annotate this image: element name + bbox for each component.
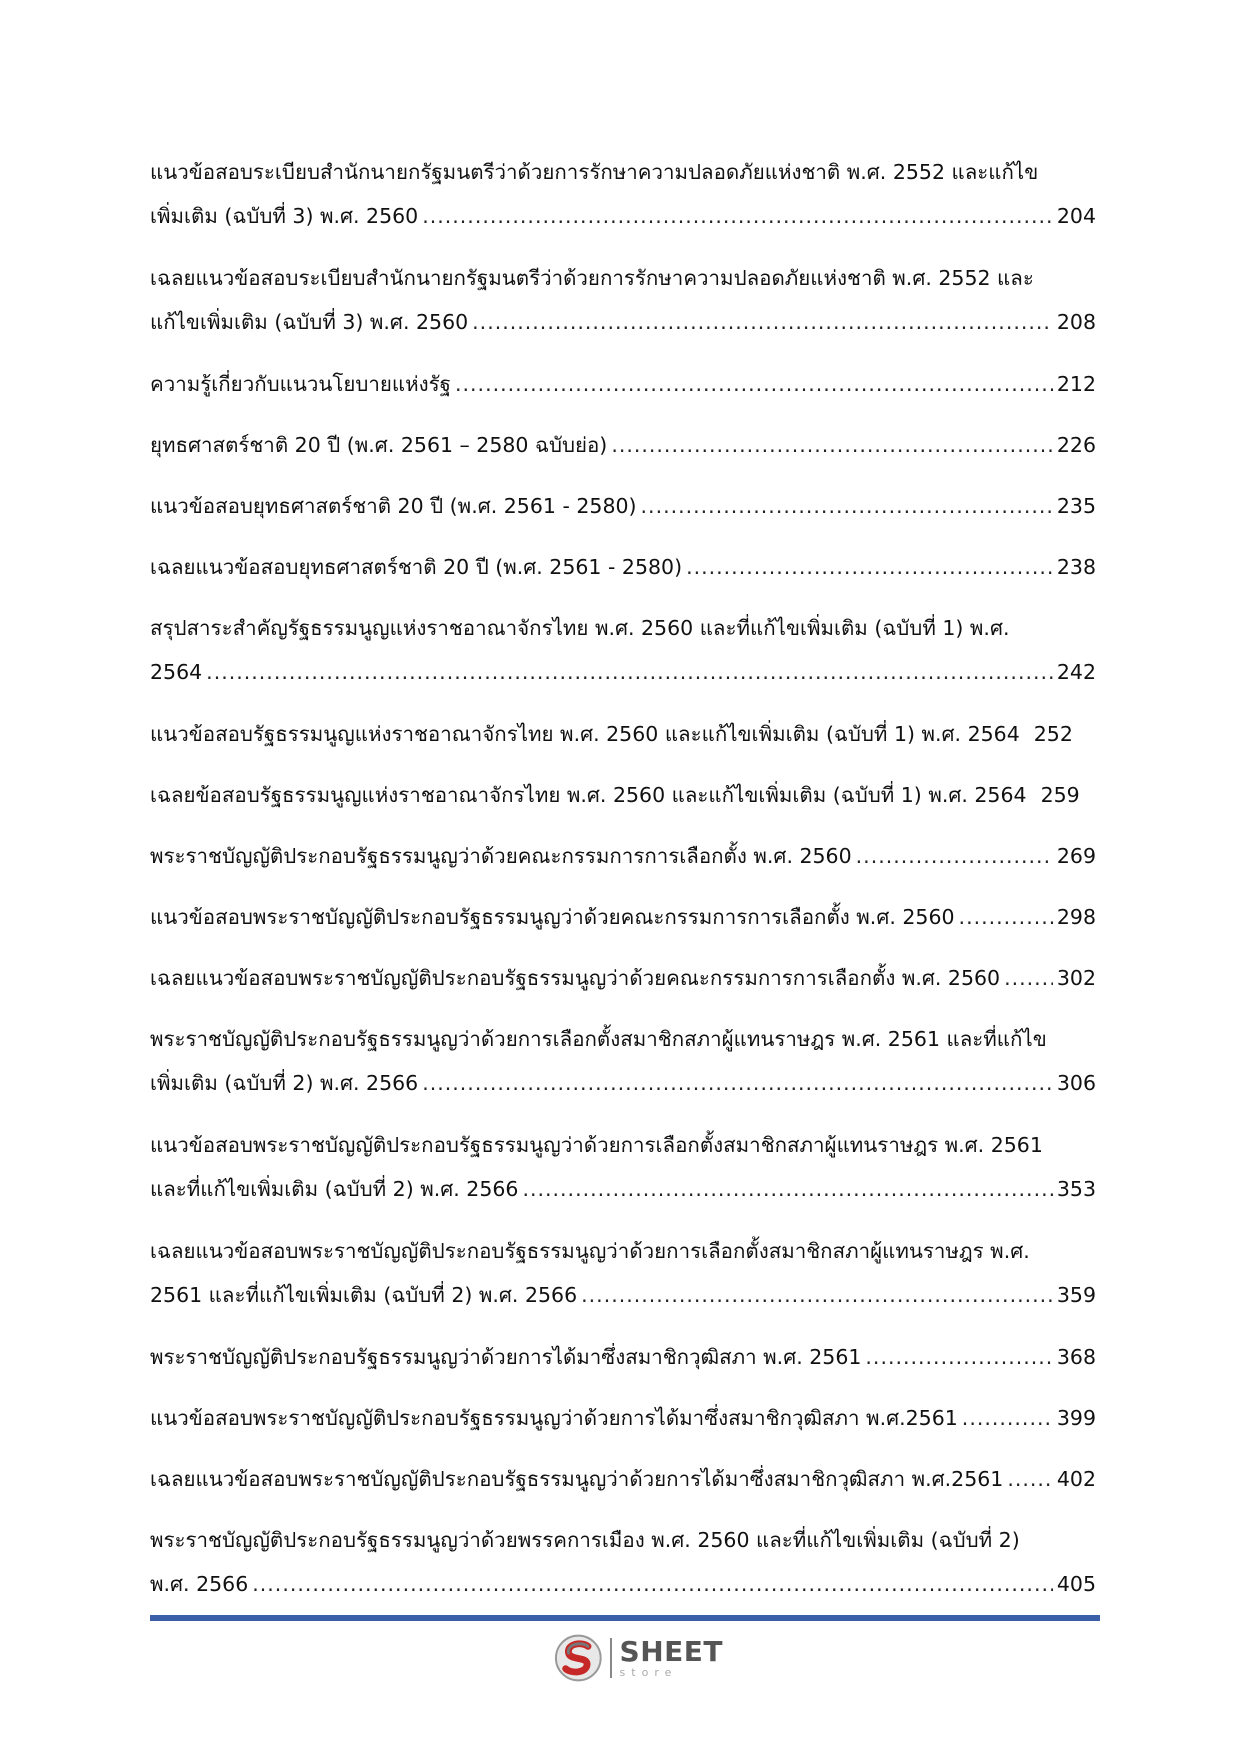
toc-page-number: 298: [1056, 905, 1096, 929]
logo-sub-text: store: [619, 1666, 678, 1679]
toc-entry-title-line: เฉลยแนวข้อสอบระเบียบสำนักนายกรัฐมนตรีว่าด้วยการรักษาความปลอดภัยแห่งชาติ พ.ศ. 2552 และ: [150, 266, 1034, 290]
toc-entry-title: พระราชบัญญัติประกอบรัฐธรรมนูญว่าด้วยการได้มาซึ่งสมาชิกวุฒิสภา พ.ศ. 2561: [150, 1345, 862, 1369]
toc-entry-title-line: เฉลยแนวข้อสอบพระราชบัญญัติประกอบรัฐธรรมนูญว่าด้วยการเลือกตั้งสมาชิกสภาผู้แทนราษฎร พ.ศ.: [150, 1239, 1030, 1263]
toc-entry-title: เพิ่มเติม (ฉบับที่ 3) พ.ศ. 2560: [150, 204, 419, 228]
toc-entry-title: 2564: [150, 660, 203, 684]
toc-entry[interactable]: [150, 1457, 1096, 1501]
toc-entry[interactable]: [150, 423, 1096, 467]
toc-entry-last-line: [150, 484, 1096, 528]
toc-entry[interactable]: [150, 1123, 1096, 1211]
toc-entry-last-line: [150, 712, 1096, 756]
toc-entry[interactable]: [150, 895, 1096, 939]
toc-entry-last-line: [150, 1273, 1096, 1317]
toc-entry-title: ยุทธศาสตร์ชาติ 20 ปี (พ.ศ. 2561 – 2580 ฉบับย่อ): [150, 433, 608, 457]
toc-page-number: 405: [1056, 1572, 1096, 1596]
toc-page-number: 302: [1056, 966, 1096, 990]
toc-entry[interactable]: [150, 1396, 1096, 1440]
toc-entry-title: พระราชบัญญัติประกอบรัฐธรรมนูญว่าด้วยคณะกรรมการการเลือกตั้ง พ.ศ. 2560: [150, 844, 852, 868]
toc-entry-last-line: [150, 773, 1096, 817]
toc-page-number: 238: [1056, 555, 1096, 579]
toc-entry-title-line: พระราชบัญญัติประกอบรัฐธรรมนูญว่าด้วยการเลือกตั้งสมาชิกสภาผู้แทนราษฎร พ.ศ. 2561 และที่แก้ไข: [150, 1027, 1047, 1051]
toc-entry[interactable]: [150, 362, 1096, 406]
toc-entry-title: แก้ไขเพิ่มเติม (ฉบับที่ 3) พ.ศ. 2560: [150, 310, 469, 334]
toc-page-number: 306: [1056, 1071, 1096, 1095]
toc-leader-dots: [641, 484, 1053, 528]
toc-entry-last-line: [150, 300, 1096, 344]
toc-leader-dots: [1007, 1457, 1053, 1501]
table-of-contents: [150, 150, 1096, 1624]
toc-entry[interactable]: [150, 773, 1096, 817]
toc-leader-dots: [962, 1396, 1053, 1440]
toc-page-number: 235: [1056, 494, 1096, 518]
toc-entry-last-line: [150, 956, 1096, 1000]
toc-entry[interactable]: [150, 1017, 1096, 1105]
toc-leader-dots: [455, 362, 1053, 406]
toc-entry-title: แนวข้อสอบยุทธศาสตร์ชาติ 20 ปี (พ.ศ. 2561 - 2580): [150, 494, 637, 518]
toc-leader-dots: [1004, 956, 1053, 1000]
toc-entry[interactable]: [150, 545, 1096, 589]
toc-entry[interactable]: [150, 150, 1096, 238]
toc-entry[interactable]: [150, 1518, 1096, 1606]
toc-page-number: 252: [1033, 722, 1073, 746]
toc-entry-last-line: [150, 895, 1096, 939]
toc-page-number: 353: [1056, 1177, 1096, 1201]
toc-leader-dots: [252, 1562, 1053, 1606]
toc-page-number: 368: [1056, 1345, 1096, 1369]
toc-entry-last-line: [150, 1562, 1096, 1606]
toc-entry[interactable]: [150, 606, 1096, 694]
toc-entry[interactable]: [150, 712, 1096, 756]
footer-rule: [150, 1615, 1100, 1621]
toc-leader-dots: [959, 895, 1053, 939]
toc-entry[interactable]: [150, 256, 1096, 344]
toc-entry-title: เพิ่มเติม (ฉบับที่ 2) พ.ศ. 2566: [150, 1071, 419, 1095]
toc-entry-last-line: [150, 1061, 1096, 1105]
toc-leader-dots: [522, 1167, 1052, 1211]
toc-entry-title: แนวข้อสอบพระราชบัญญัติประกอบรัฐธรรมนูญว่าด้วยคณะกรรมการการเลือกตั้ง พ.ศ. 2560: [150, 905, 955, 929]
toc-page-number: 212: [1056, 372, 1096, 396]
toc-entry-title: พ.ศ. 2566: [150, 1572, 249, 1596]
toc-entry[interactable]: [150, 484, 1096, 528]
toc-entry-title: และที่แก้ไขเพิ่มเติม (ฉบับที่ 2) พ.ศ. 2566: [150, 1177, 519, 1201]
toc-entry-last-line: [150, 1167, 1096, 1211]
toc-entry-title: แนวข้อสอบพระราชบัญญัติประกอบรัฐธรรมนูญว่าด้วยการได้มาซึ่งสมาชิกวุฒิสภา พ.ศ.2561: [150, 1406, 958, 1430]
toc-page-number: 208: [1056, 310, 1096, 334]
toc-entry-last-line: [150, 1457, 1096, 1501]
toc-leader-dots: [422, 1061, 1053, 1105]
toc-leader-dots: [686, 545, 1053, 589]
toc-leader-dots: [472, 300, 1053, 344]
toc-page-number: 359: [1056, 1283, 1096, 1307]
logo-brand-text: SHEET: [619, 1635, 723, 1668]
toc-entry-title: เฉลยแนวข้อสอบยุทธศาสตร์ชาติ 20 ปี (พ.ศ. 2561 - 2580): [150, 555, 683, 579]
toc-entry-title-line: แนวข้อสอบพระราชบัญญัติประกอบรัฐธรรมนูญว่าด้วยการเลือกตั้งสมาชิกสภาผู้แทนราษฎร พ.ศ. 2561: [150, 1133, 1043, 1157]
toc-entry-title: แนวข้อสอบรัฐธรรมนูญแห่งราชอาณาจักรไทย พ.ศ. 2560 และแก้ไขเพิ่มเติม (ฉบับที่ 1) พ.ศ. 2564: [150, 722, 1020, 746]
footer-logo: [553, 1630, 723, 1686]
toc-entry-last-line: [150, 194, 1096, 238]
toc-entry-title: ความรู้เกี่ยวกับแนวนโยบายแห่งรัฐ: [150, 372, 451, 396]
toc-page-number: 242: [1056, 660, 1096, 684]
toc-page-number: 204: [1056, 204, 1096, 228]
toc-page-number: 226: [1056, 433, 1096, 457]
toc-leader-dots: [611, 423, 1053, 467]
logo-separator: [610, 1638, 612, 1678]
toc-leader-dots: [581, 1273, 1053, 1317]
toc-entry[interactable]: [150, 956, 1096, 1000]
toc-entry-title: เฉลยข้อสอบรัฐธรรมนูญแห่งราชอาณาจักรไทย พ.ศ. 2560 และแก้ไขเพิ่มเติม (ฉบับที่ 1) พ.ศ. 2564: [150, 783, 1027, 807]
toc-entry-last-line: [150, 1396, 1096, 1440]
toc-entry-last-line: [150, 423, 1096, 467]
toc-entry-last-line: [150, 362, 1096, 406]
toc-entry-title: เฉลยแนวข้อสอบพระราชบัญญัติประกอบรัฐธรรมนูญว่าด้วยคณะกรรมการการเลือกตั้ง พ.ศ. 2560: [150, 966, 1001, 990]
toc-entry-last-line: [150, 1335, 1096, 1379]
toc-entry[interactable]: [150, 1335, 1096, 1379]
toc-entry-title-line: สรุปสาระสำคัญรัฐธรรมนูญแห่งราชอาณาจักรไทย พ.ศ. 2560 และที่แก้ไขเพิ่มเติม (ฉบับที่ 1) พ.ศ.: [150, 616, 1010, 640]
toc-leader-dots: [206, 650, 1053, 694]
sheetstore-s-logo-icon: [553, 1632, 604, 1684]
toc-entry-last-line: [150, 834, 1096, 878]
toc-entry-title-line: แนวข้อสอบระเบียบสำนักนายกรัฐมนตรีว่าด้วยการรักษาความปลอดภัยแห่งชาติ พ.ศ. 2552 และแก้ไข: [150, 160, 1039, 184]
toc-page-number: 402: [1056, 1467, 1096, 1491]
toc-entry[interactable]: [150, 834, 1096, 878]
toc-page-number: 399: [1056, 1406, 1096, 1430]
toc-leader-dots: [856, 834, 1053, 878]
toc-entry-title-line: พระราชบัญญัติประกอบรัฐธรรมนูญว่าด้วยพรรคการเมือง พ.ศ. 2560 และที่แก้ไขเพิ่มเติม (ฉบับที่ 2): [150, 1528, 1020, 1552]
toc-leader-dots: [422, 194, 1053, 238]
toc-entry-title: 2561 และที่แก้ไขเพิ่มเติม (ฉบับที่ 2) พ.ศ. 2566: [150, 1283, 578, 1307]
toc-entry-title: เฉลยแนวข้อสอบพระราชบัญญัติประกอบรัฐธรรมนูญว่าด้วยการได้มาซึ่งสมาชิกวุฒิสภา พ.ศ.2561: [150, 1467, 1004, 1491]
toc-page-number: 269: [1056, 844, 1096, 868]
toc-entry[interactable]: [150, 1229, 1096, 1317]
toc-page-number: 259: [1040, 783, 1080, 807]
toc-entry-last-line: [150, 545, 1096, 589]
toc-leader-dots: [865, 1335, 1052, 1379]
toc-entry-last-line: [150, 650, 1096, 694]
